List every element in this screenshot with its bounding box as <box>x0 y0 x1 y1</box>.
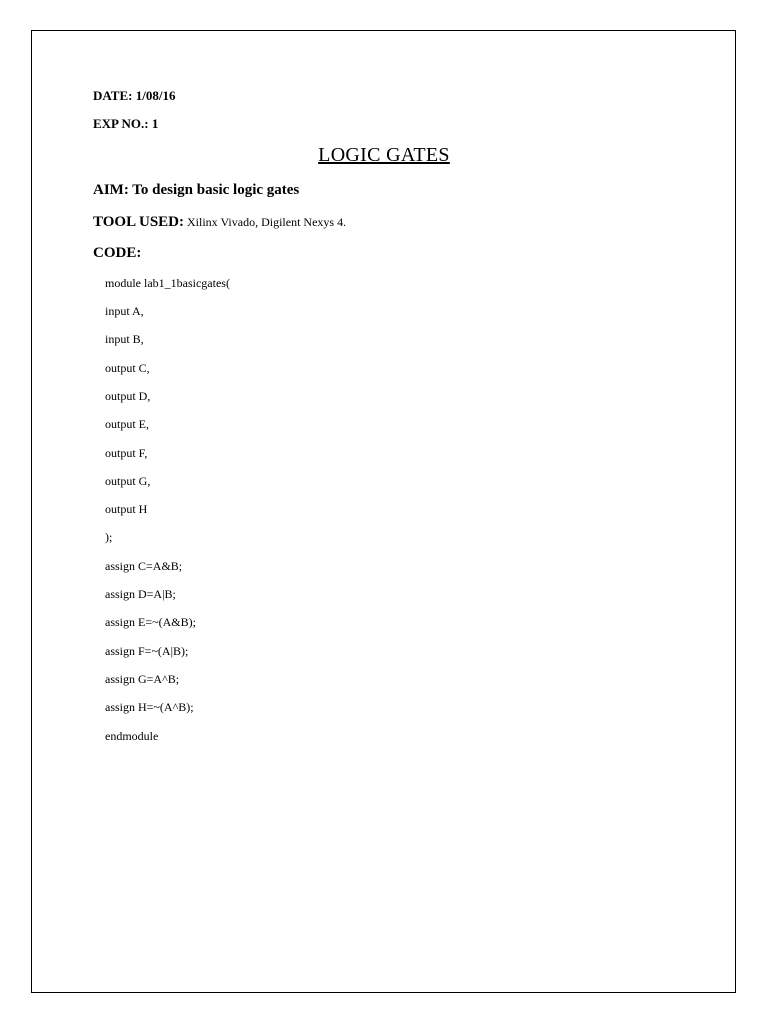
code-line: output H <box>105 502 148 516</box>
code-line: output F, <box>105 446 148 460</box>
code-line: input B, <box>105 332 144 346</box>
tool-used-value: Xilinx Vivado, Digilent Nexys 4. <box>184 215 347 229</box>
document-title: LOGIC GATES <box>318 144 450 166</box>
code-line: assign G=A^B; <box>105 672 180 686</box>
code-line: input A, <box>105 304 144 318</box>
code-line: assign F=~(A|B); <box>105 644 189 658</box>
code-line: output C, <box>105 361 150 375</box>
date-label: DATE: 1/08/16 <box>93 88 176 103</box>
code-line: module lab1_1basicgates( <box>105 276 230 290</box>
code-line: output G, <box>105 474 151 488</box>
code-line: assign C=A&B; <box>105 559 183 573</box>
tool-used-label: TOOL USED: <box>93 214 185 230</box>
code-line: ); <box>105 530 113 544</box>
code-line: endmodule <box>105 729 159 743</box>
experiment-number: EXP NO.: 1 <box>93 116 159 131</box>
aim-heading: AIM: To design basic logic gates <box>93 182 300 198</box>
code-line: assign D=A|B; <box>105 587 176 601</box>
code-line: output D, <box>105 389 151 403</box>
code-line: assign E=~(A&B); <box>105 615 196 629</box>
code-line: output E, <box>105 417 149 431</box>
code-line: assign H=~(A^B); <box>105 700 194 714</box>
tool-used <box>93 214 346 231</box>
code-heading: CODE: <box>93 245 142 261</box>
